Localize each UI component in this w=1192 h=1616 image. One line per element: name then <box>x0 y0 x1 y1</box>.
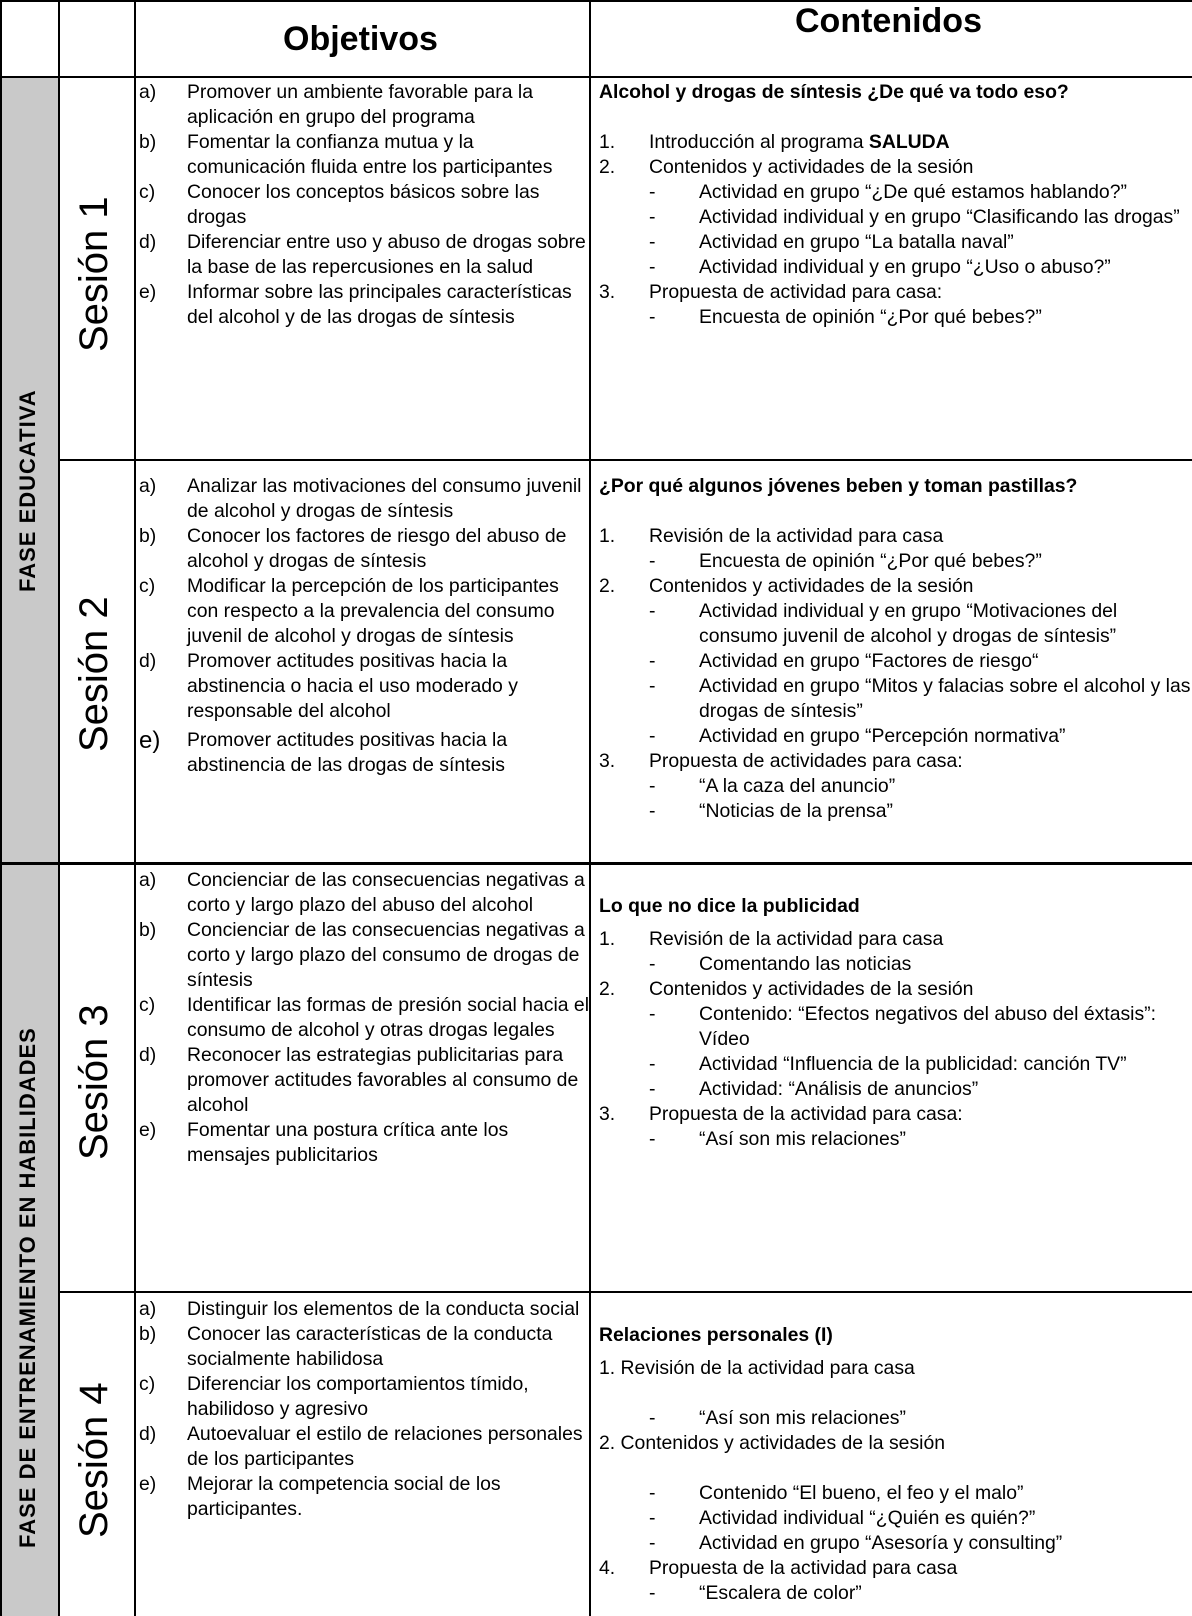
objective-item: e) Promover actitudes positivas hacia la abstinencia de las drogas de síntesis <box>139 727 508 776</box>
sub-item: - Actividad en grupo “Mitos y falacias sobre el alcohol y las drogas de síntesis” <box>649 675 1191 722</box>
session-label-1: Sesión 1 <box>72 196 116 352</box>
objective-item: b) Conocer las características de la conducta socialmente habilidosa <box>139 1323 553 1370</box>
objective-item: b) Concienciar de las consecuencias negativas a corto y largo plazo del consumo de drogas de síntesis <box>139 919 585 991</box>
objective-item: b) Fomentar la confianza mutua y la comunicación fluida entre los participantes <box>139 131 553 178</box>
objective-item: c) Conocer los conceptos básicos sobre las drogas <box>139 181 540 228</box>
content-item: 1. Revisión de la actividad para casa <box>599 928 944 950</box>
sub-item: - Actividad en grupo “Asesoría y consulting” <box>649 1532 1063 1554</box>
sub-item: - Actividad en grupo “¿De qué estamos hablando?” <box>649 181 1127 203</box>
header-contents: Contenidos <box>795 2 982 40</box>
content-item: 1. Introducción al programa SALUDA <box>599 131 950 153</box>
sub-item: - Actividad individual “¿Quién es quién?” <box>649 1507 1036 1529</box>
sub-item: - “Noticias de la prensa” <box>649 800 893 822</box>
objective-item: c) Diferenciar los comportamientos tímido, habilidoso y agresivo <box>139 1373 529 1420</box>
content-item: 2. Contenidos y actividades de la sesión <box>599 1432 946 1454</box>
content-item: 1. Revisión de la actividad para casa <box>599 1357 915 1379</box>
sub-item: - “A la caza del anuncio” <box>649 775 896 797</box>
divider-session-1-2 <box>58 459 1192 461</box>
session-label-2: Sesión 2 <box>72 596 116 752</box>
session-2-objectives <box>136 474 589 862</box>
content-item: 1. Revisión de la actividad para casa <box>599 525 944 547</box>
sub-item: - “Así son mis relaciones” <box>649 1407 906 1429</box>
session-1-objectives <box>136 80 589 458</box>
sub-item: - Comentando las noticias <box>649 953 912 975</box>
session-label-3: Sesión 3 <box>72 1004 116 1160</box>
session-3-contents <box>591 894 1192 1291</box>
sub-item: - Actividad en grupo “La batalla naval” <box>649 231 1014 253</box>
divider-phase <box>0 862 1192 865</box>
sub-item: - Encuesta de opinión “¿Por qué bebes?” <box>649 306 1042 328</box>
sub-item: - Actividad: “Análisis de anuncios” <box>649 1078 979 1100</box>
divider-session-3-4 <box>58 1291 1192 1293</box>
session-title: ¿Por qué algunos jóvenes beben y toman pastillas? <box>599 475 1078 497</box>
sub-item: - Contenido: “Efectos negativos del abuso del éxtasis”: Vídeo <box>649 1003 1157 1050</box>
session-2-contents <box>591 474 1192 862</box>
sub-item: - Actividad individual y en grupo “Motivaciones del consumo juvenil de alcohol y drogas de síntesis” <box>649 600 1118 647</box>
objective-item: d) Reconocer las estrategias publicitarias para promover actitudes favorables al consumo de alcohol <box>139 1044 579 1116</box>
objective-item: b) Conocer los factores de riesgo del abuso de alcohol y drogas de síntesis <box>139 525 567 572</box>
session-label-4: Sesión 4 <box>72 1382 116 1538</box>
session-title: Alcohol y drogas de síntesis ¿De qué va todo eso? <box>599 81 1069 103</box>
objective-item: e) Mejorar la competencia social de los participantes. <box>139 1473 501 1520</box>
sub-item: - Actividad individual y en grupo “Clasificando las drogas” <box>649 206 1180 228</box>
divider-phase-col <box>58 0 60 1616</box>
content-item: 4. Propuesta de la actividad para casa <box>599 1557 958 1579</box>
objective-item: a) Analizar las motivaciones del consumo juvenil de alcohol y drogas de síntesis <box>139 475 582 522</box>
objective-item: a) Concienciar de las consecuencias negativas a corto y largo plazo del abuso del alcohol <box>139 869 585 916</box>
sub-item: - “Así son mis relaciones” <box>649 1128 906 1150</box>
session-title: Relaciones personales (I) <box>599 1324 833 1346</box>
objective-item: e) Informar sobre las principales características del alcohol y de las drogas de síntesis <box>139 281 572 328</box>
sub-item: - Actividad en grupo “Percepción normativa” <box>649 725 1066 747</box>
content-item: 2. Contenidos y actividades de la sesión <box>599 978 974 1000</box>
content-item: 2. Contenidos y actividades de la sesión <box>599 575 974 597</box>
phase-label-entrenamiento: FASE DE ENTRENAMIENTO EN HABILIDADES <box>15 1027 40 1548</box>
content-item: 3. Propuesta de actividad para casa: <box>599 281 943 303</box>
sub-item: - Actividad “Influencia de la publicidad: canción TV” <box>649 1053 1127 1075</box>
session-title: Lo que no dice la publicidad <box>599 895 860 917</box>
header-objectives: Objetivos <box>283 20 438 58</box>
objective-item: d) Promover actitudes positivas hacia la abstinencia o hacia el uso moderado y responsable del alcohol <box>139 650 518 722</box>
border-top <box>0 0 1192 2</box>
session-1-contents <box>591 80 1192 458</box>
session-3-objectives <box>136 868 589 1291</box>
objective-item: a) Distinguir los elementos de la conducta social <box>139 1298 580 1320</box>
objective-item: d) Autoevaluar el estilo de relaciones personales de los participantes <box>139 1423 583 1470</box>
content-item: 3. Propuesta de actividades para casa: <box>599 750 963 772</box>
sub-item: - “Escalera de color” <box>649 1582 862 1604</box>
divider-header <box>0 76 1192 78</box>
objective-item: d) Diferenciar entre uso y abuso de drogas sobre la base de las repercusiones en la salud <box>139 231 586 278</box>
sub-item: - Actividad en grupo “Factores de riesgo“ <box>649 650 1039 672</box>
objective-item: c) Identificar las formas de presión social hacia el consumo de alcohol y otras drogas legales <box>139 994 589 1041</box>
objective-item: e) Fomentar una postura crítica ante los mensajes publicitarios <box>139 1119 509 1166</box>
objective-item: a) Promover un ambiente favorable para la aplicación en grupo del programa <box>139 81 533 128</box>
phase-label-educativa: FASE EDUCATIVA <box>15 389 40 592</box>
content-item: 2. Contenidos y actividades de la sesión <box>599 156 974 178</box>
content-item: 3. Propuesta de la actividad para casa: <box>599 1103 963 1125</box>
session-4-objectives <box>136 1297 589 1616</box>
sub-item: - Actividad individual y en grupo “¿Uso o abuso?” <box>649 256 1111 278</box>
objective-item: c) Modificar la percepción de los participantes con respecto a la prevalencia del consumo juvenil de alcohol y drogas de síntesis <box>139 575 559 647</box>
sub-item: - Encuesta de opinión “¿Por qué bebes?” <box>649 550 1042 572</box>
session-4-contents <box>591 1323 1192 1616</box>
sub-item: - Contenido “El bueno, el feo y el malo” <box>649 1482 1024 1504</box>
